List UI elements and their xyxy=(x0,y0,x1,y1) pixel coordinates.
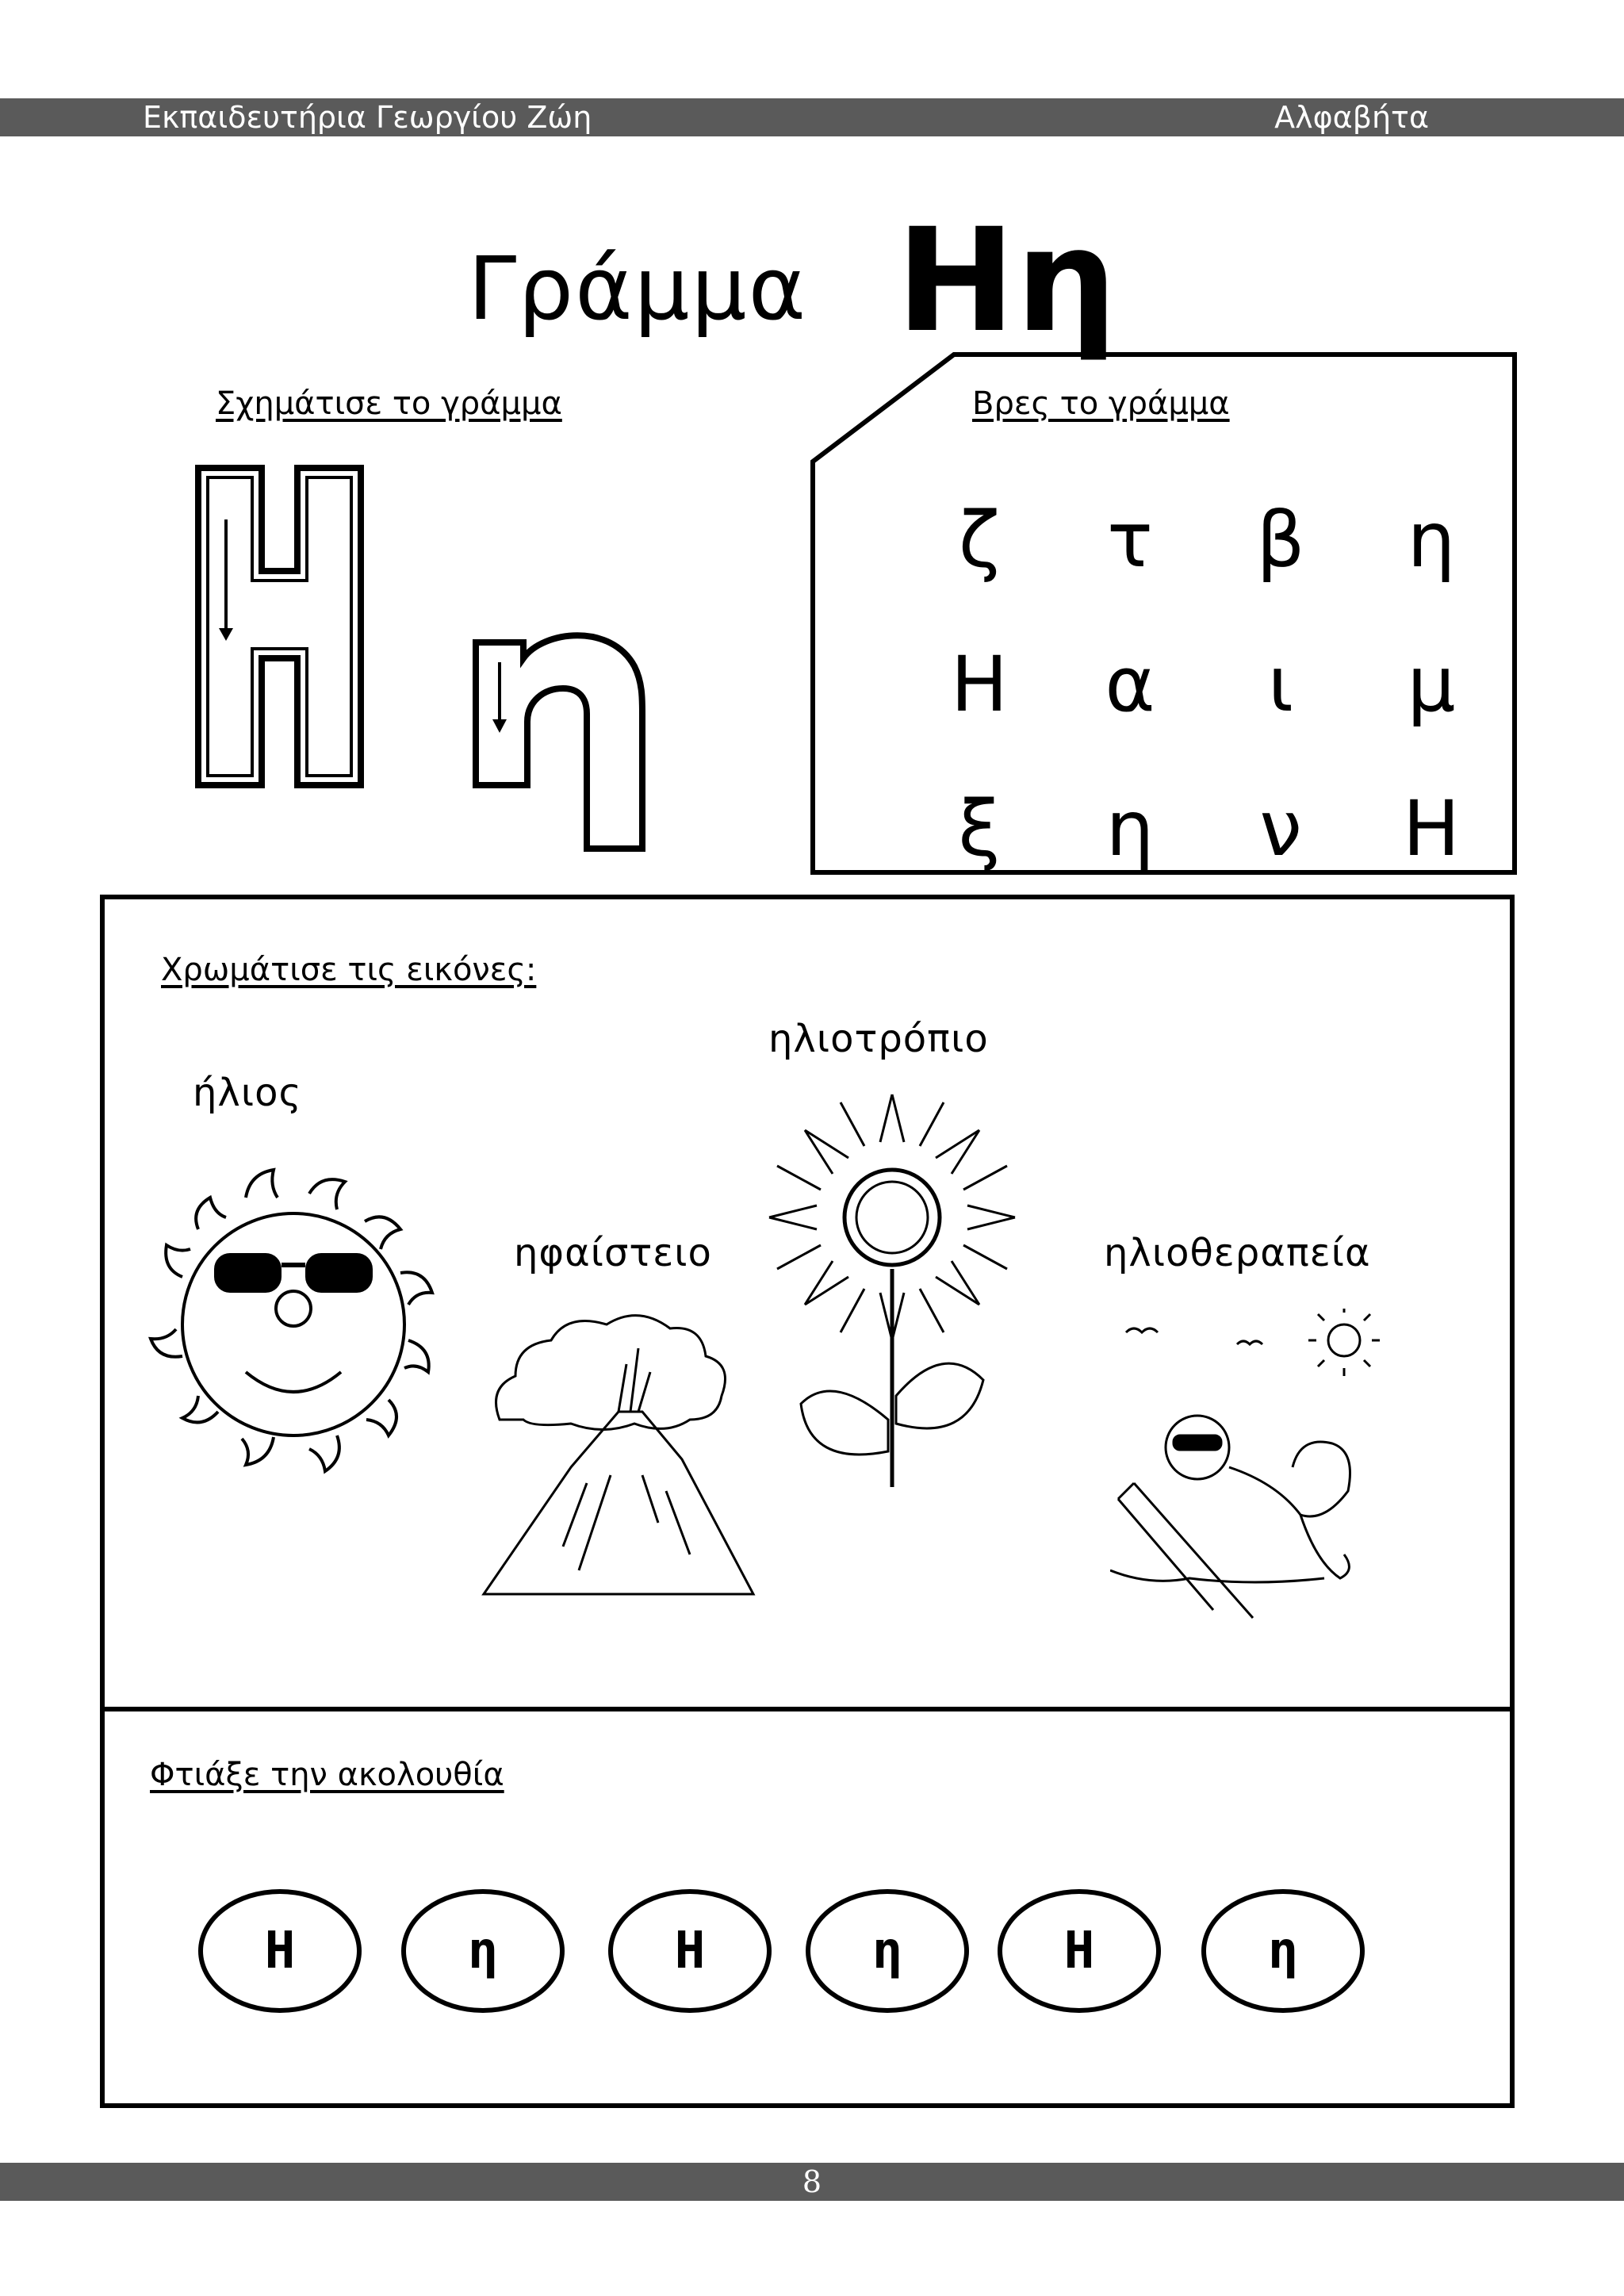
find-letter[interactable]: η xyxy=(1407,496,1456,585)
find-section-label: Βρες το γράμμα xyxy=(972,385,1230,422)
find-row xyxy=(904,612,1507,757)
find-letter[interactable]: μ xyxy=(1407,640,1456,729)
find-letter[interactable]: τ xyxy=(1107,496,1153,585)
sequence-circle[interactable]: η xyxy=(401,1889,565,2013)
shape-section-label: Σχημάτισε το γράμμα xyxy=(216,385,562,422)
sunbathing-picture xyxy=(1110,1309,1404,1626)
sun-label: ήλιος xyxy=(193,1071,302,1115)
section-name: Αλφαβήτα xyxy=(1274,100,1429,135)
sun-picture xyxy=(135,1158,452,1491)
page-title: Γράμμα xyxy=(468,238,808,339)
find-letter-grid xyxy=(904,468,1507,901)
find-letter[interactable]: ξ xyxy=(958,784,1001,873)
sunflower-label: ηλιοτρόπιο xyxy=(768,1017,989,1061)
find-row xyxy=(904,757,1507,901)
section-divider xyxy=(100,1707,1515,1711)
sequence-circle[interactable]: Η xyxy=(998,1889,1161,2013)
color-section-label: Χρωμάτισε τις εικόνες: xyxy=(161,952,537,988)
sequence-circle[interactable]: Η xyxy=(608,1889,772,2013)
sequence-circle[interactable]: η xyxy=(806,1889,969,2013)
sunflower-picture xyxy=(761,1087,1023,1491)
sunbathing-label: ηλιοθεραπεία xyxy=(1104,1231,1371,1275)
header-bar xyxy=(0,98,1624,136)
find-letter[interactable]: ν xyxy=(1259,784,1302,873)
find-letter[interactable]: η xyxy=(1105,784,1155,873)
footer-bar xyxy=(0,2163,1624,2201)
school-name: Εκπαιδευτήρια Γεωργίου Ζώη xyxy=(143,100,592,135)
find-row xyxy=(904,468,1507,612)
volcano-picture xyxy=(476,1301,761,1618)
sequence-circle[interactable]: η xyxy=(1201,1889,1365,2013)
find-letter[interactable]: Η xyxy=(1402,784,1461,873)
volcano-label: ηφαίστειο xyxy=(514,1231,712,1275)
find-letter[interactable]: ι xyxy=(1267,640,1294,729)
find-letter[interactable]: ζ xyxy=(958,496,1001,585)
title-letters: Ηη xyxy=(896,198,1117,364)
page-number: 8 xyxy=(802,2164,822,2199)
find-letter[interactable]: β xyxy=(1256,496,1305,585)
letter-outline-tracing xyxy=(190,460,666,857)
find-letter[interactable]: α xyxy=(1105,640,1155,729)
find-letter[interactable]: Η xyxy=(950,640,1009,729)
sequence-section-label: Φτιάξε την ακολουθία xyxy=(150,1757,504,1793)
sequence-circle[interactable]: Η xyxy=(198,1889,362,2013)
